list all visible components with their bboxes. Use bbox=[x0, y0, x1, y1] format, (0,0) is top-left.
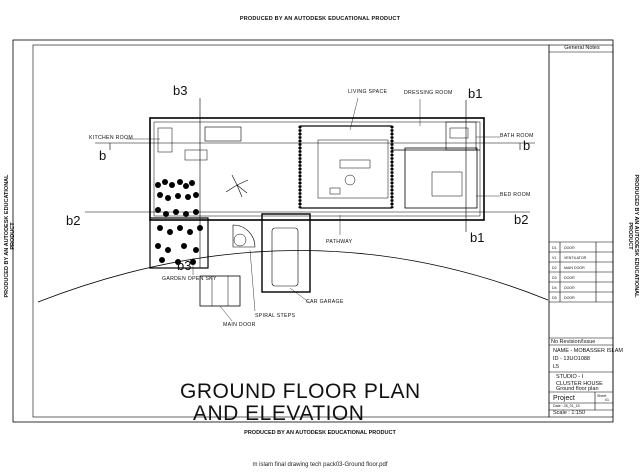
schedule-row bbox=[550, 296, 613, 304]
schedule-row bbox=[550, 256, 613, 264]
section-b-left: b bbox=[99, 148, 107, 163]
label-spiral-steps: SPIRAL STEPS bbox=[255, 313, 296, 319]
label-car-garage: CAR GARAGE bbox=[306, 299, 344, 305]
garden-trees bbox=[155, 179, 203, 265]
ground-arc bbox=[38, 250, 548, 302]
section-b2-left: b2 bbox=[66, 213, 81, 228]
label-living-space: LIVING SPACE bbox=[348, 89, 388, 95]
drawing-name: Ground floor plan bbox=[556, 386, 599, 392]
section-b1-bottom: b1 bbox=[470, 230, 485, 245]
schedule-id: D1 bbox=[552, 246, 557, 250]
label-bed-room: BED ROOM bbox=[500, 192, 531, 198]
title-line-2: AND ELEVATION bbox=[193, 402, 365, 425]
schedule-name: MAIN DOOR bbox=[564, 266, 585, 270]
label-main-door: MAIN DOOR bbox=[223, 322, 256, 328]
section-b-right: b bbox=[523, 138, 531, 153]
section-b3-bottom: b3 bbox=[177, 258, 192, 273]
general-notes-heading: General Notes bbox=[564, 45, 600, 51]
hatch-edges bbox=[300, 126, 392, 208]
schedule-id: D4 bbox=[552, 286, 557, 290]
label-bath-room: BATH ROOM bbox=[500, 133, 534, 139]
schedule-name: VENTILATOR bbox=[564, 256, 587, 260]
label-garden: GARDEN OPEN SKY bbox=[162, 276, 217, 282]
watermark-left: PRODUCED BY AN AUTODESK EDUCATIONAL PRODUCT bbox=[4, 174, 16, 298]
watermark-bottom: PRODUCED BY AN AUTODESK EDUCATIONAL PRODUCT bbox=[244, 430, 396, 436]
label-dressing-room: DRESSING ROOM bbox=[404, 90, 453, 96]
schedule-id: D3 bbox=[552, 276, 557, 280]
section-b2-right: b2 bbox=[514, 212, 529, 227]
leader-lines bbox=[126, 98, 500, 321]
revision-label: No Revision/Issue bbox=[551, 339, 596, 345]
sheet-label: Sheet bbox=[597, 394, 607, 398]
schedule-name: DOOR bbox=[564, 296, 575, 300]
schedule-id: D2 bbox=[552, 266, 557, 270]
file-caption: m islam final drawing tech pack03-Ground floor.pdf bbox=[252, 462, 388, 468]
label-kitchen-room: KITCHEN ROOM bbox=[89, 135, 133, 141]
schedule-name: DOOR bbox=[564, 246, 575, 250]
schedule-id: V1 bbox=[552, 256, 557, 260]
scale: Scale : 1:150 bbox=[553, 410, 586, 416]
title-line-1: GROUND FLOOR PLAN bbox=[180, 380, 421, 403]
schedule-row bbox=[550, 266, 613, 274]
project-label: Project bbox=[553, 395, 575, 402]
schedule-name: DOOR bbox=[564, 286, 575, 290]
schedule-row bbox=[550, 286, 613, 294]
schedule-name: DOOR bbox=[564, 276, 575, 280]
watermark-top: PRODUCED BY AN AUTODESK EDUCATIONAL PRODUCT bbox=[239, 16, 401, 22]
date: Date : 28_01_15 bbox=[553, 404, 580, 408]
level: L5 bbox=[553, 364, 560, 370]
project-name: CLUSTER HOUSE bbox=[556, 381, 603, 387]
section-b3-top: b3 bbox=[173, 83, 188, 98]
student-name: NAME - MOBASSER ISLAM bbox=[553, 348, 623, 354]
watermark-right: PRODUCED BY AN AUTODESK EDUCATIONAL PRODUCT bbox=[627, 174, 639, 298]
schedule-row bbox=[550, 246, 613, 254]
sheet-border bbox=[13, 40, 613, 422]
sheet-number: 01 bbox=[605, 398, 609, 402]
studio: STUDIO - I bbox=[556, 374, 584, 380]
student-id: ID - 13UO1088 bbox=[553, 356, 590, 362]
schedule-row bbox=[550, 276, 613, 284]
section-b1-top: b1 bbox=[468, 86, 483, 101]
schedule-id: D5 bbox=[552, 296, 557, 300]
label-pathway: PATHWAY bbox=[326, 239, 353, 245]
